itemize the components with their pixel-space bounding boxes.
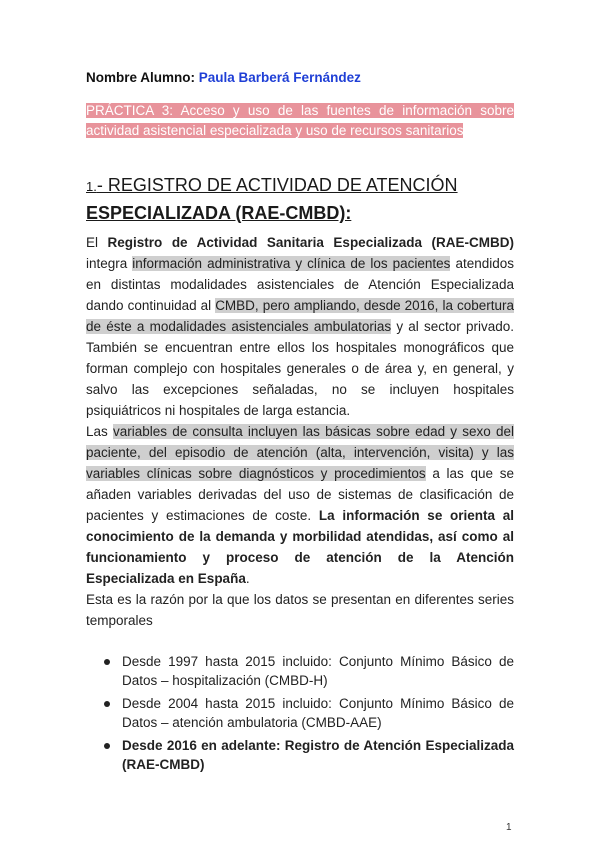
p1-t1: El xyxy=(86,235,108,250)
p2-t3: a las que se añaden variables derivadas del uso de sistemas de clasificación de pacientes y estimaciones de coste. xyxy=(86,466,514,523)
p1-t7: y al sector privado. También se encuentran entre ellos los hospitales monográficos que forman complejo con hospitales generales o de área y, en general, y salvo las excepciones señaladas, no se incluyen hospitales psiquiátricos ni hospitales de larga estancia. xyxy=(86,319,514,418)
highlight-info: información administrativa y clínica de los pacientes xyxy=(132,256,451,271)
list-item-text: Desde 2016 en adelante: Registro de Atención Especializada (RAE-CMBD) xyxy=(122,738,514,772)
p1-t5: atendidos en distintas modalidades asistenciales de Atención Especializada dando continuidad al xyxy=(86,256,514,313)
student-label: Nombre Alumno: xyxy=(86,70,195,85)
practice-title xyxy=(86,101,514,141)
list-item xyxy=(86,652,514,690)
list-item xyxy=(86,694,514,732)
section-heading xyxy=(86,172,514,227)
student-name: Paula Barberá Fernández xyxy=(198,70,361,85)
highlight-cmbd: CMBD, pero ampliando, desde 2016, la cobertura de éste a modalidades asistenciales ambulatorias xyxy=(86,298,515,334)
practice-title-text: PRÁCTICA 3: Acceso y uso de las fuentes de información sobre actividad asistencial especializada y uso de recursos sanitarios xyxy=(86,103,514,138)
list-item-text: Desde 1997 hasta 2015 incluido: Conjunto Mínimo Básico de Datos – hospitalización (CMBD-H) xyxy=(122,654,514,688)
list-item-text: Desde 2004 hasta 2015 incluido: Conjunto Mínimo Básico de Datos – atención ambulatoria (CMBD-AAE) xyxy=(122,696,514,730)
paragraph-series: Esta es la razón por la que los datos se presentan en diferentes series temporales xyxy=(86,592,514,628)
bold-orientation: La información se orienta al conocimiento de la demanda y morbilidad atendidas, así como al funcionamiento y proceso de atención de la Atención Especializada en España xyxy=(86,508,514,586)
section-title-line1: - REGISTRO DE ACTIVIDAD DE ATENCIÓN xyxy=(96,175,458,195)
paragraph-intro xyxy=(86,232,514,421)
paragraph-variables xyxy=(86,421,514,589)
list-item xyxy=(86,736,514,774)
p2-t5: . xyxy=(245,571,250,586)
highlight-variables: variables de consulta incluyen las básicas sobre edad y sexo del paciente, del episodio de atención (alta, intervención, visita) y las variables clínicas sobre diagnósticos y procedimientos xyxy=(86,424,514,481)
series-list xyxy=(86,652,514,778)
section-title-line2: ESPECIALIZADA (RAE-CMBD): xyxy=(86,203,352,223)
student-name-line xyxy=(86,70,361,85)
body-text xyxy=(86,232,514,631)
p2-t1: Las xyxy=(86,424,113,439)
page-number: 1 xyxy=(506,822,512,833)
bullet-icon xyxy=(104,743,110,749)
section-number: 1. xyxy=(86,179,97,194)
bullet-icon xyxy=(104,701,110,707)
bullet-icon xyxy=(104,659,110,665)
p1-t3: integra xyxy=(86,256,133,271)
registry-name: Registro de Actividad Sanitaria Especializada (RAE-CMBD) xyxy=(107,235,514,250)
